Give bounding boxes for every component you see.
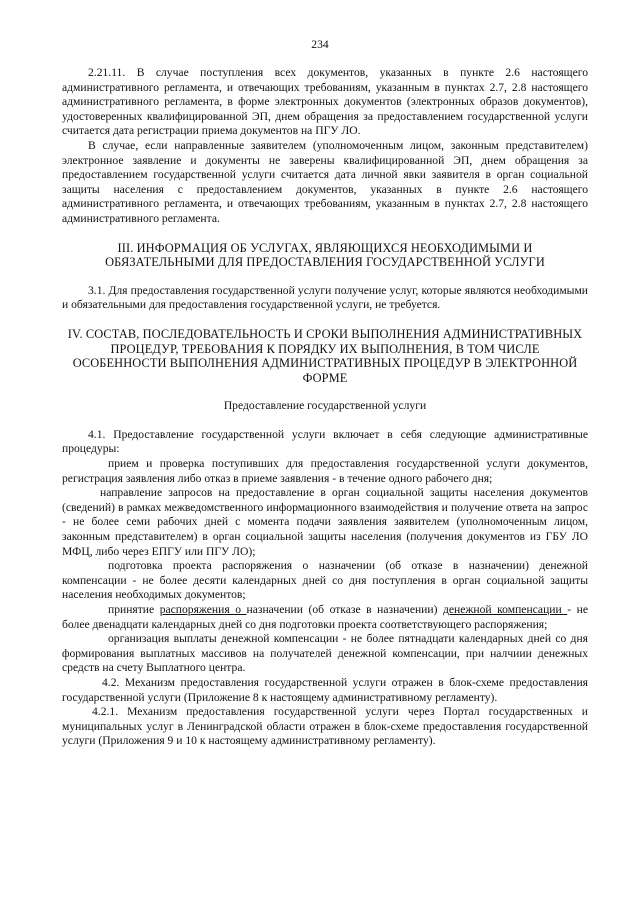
paragraph-4-2-1: 4.2.1. Механизм предоставления государственной услуги через Портал государственных и муниципальных услуг в Ленинградской области отражен в блок-схеме предоставления государственной услуги (Приложения 9 и 10 к настоящему административному регламенту). (62, 705, 588, 748)
document-body (62, 66, 588, 749)
list-item-payment: организация выплаты денежной компенсации - не более пятнадцати календарных дней со дня формирования выплатных массивов на получателей денежной компенсации, при налчиии денежных средств на счету Выплатного центра. (62, 632, 588, 675)
list-item-reception: прием и проверка поступивших для предоставления государственной услуги документов, регистрация заявления либо отказ в приеме заявления - в течение одного рабочего дня; (62, 457, 588, 485)
paragraph-2-21-11-cont: В случае, если направленные заявителем (уполномоченным лицом, законным представителем) электронное заявление и документы не заверены квалифицированной ЭП, днем обращения за предоставлением государственной услуги считается дата личной явки заявителя в орган социальной защиты населения с предоставлением документов, указанных в пункте 2.6 настоящего административного регламента, и отвечающих требованиям, указанным в пунктах 2.7, 2.8 настоящего административного регламента. (62, 138, 588, 225)
paragraph-4-1: 4.1. Предоставление государственной услуги включает в себя следующие административные процедуры: (62, 427, 588, 456)
subsection-title: Предоставление государственной услуги (223, 399, 427, 413)
paragraph-4-2: 4.2. Механизм предоставления государственной услуги отражен в блок-схеме предоставления государственной услуги (Приложение 8 к настоящему административному регламенту). (62, 675, 588, 704)
list-item-adopt-order: принятие распоряжения о назначении (об отказе в назначении) денежной компенсации - не более двенадцати календарных дней со дня подготовки проекта соответствующего распоряжения; (62, 603, 588, 631)
page-number: 234 (311, 38, 329, 51)
paragraph-3-1: 3.1. Для предоставления государственной услуги получение услуг, которые являются необходимыми и обязательными для предоставления государственной услуги, не требуется. (62, 283, 588, 312)
section-4-heading: IV. СОСТАВ, ПОСЛЕДОВАТЕЛЬНОСТЬ И СРОКИ ВЫПОЛНЕНИЯ АДМИНИСТРАТИВНЫХ ПРОЦЕДУР, ТРЕБОВАНИЯ К ПОРЯДКУ ИХ ВЫПОЛНЕНИЯ, В ТОМ ЧИСЛЕ ОСОБЕННОСТИ ВЫПОЛНЕНИЯ АДМИНИСТРАТИВНЫХ ПРОЦЕДУР В ЭЛЕКТРОННОЙ ФОРМЕ (67, 326, 583, 385)
section-3-heading: III. ИНФОРМАЦИЯ ОБ УСЛУГАХ, ЯВЛЯЮЩИХСЯ НЕОБХОДИМЫМИ И ОБЯЗАТЕЛЬНЫМИ ДЛЯ ПРЕДОСТАВЛЕНИЯ ГОСУДАРСТВЕННОЙ УСЛУГИ (105, 240, 545, 270)
paragraph-2-21-11: 2.21.11. В случае поступления всех документов, указанных в пункте 2.6 настоящего административного регламента, и отвечающих требованиям, указанным в пунктах 2.7, 2.8 настоящего административного регламента, в форме электронных документов (электронных образов документов), удостоверенных квалифицированной ЭП, днем обращения за предоставлением государственной услуги считается дата регистрации приема документов на ПГУ ЛО. (62, 66, 588, 138)
list-item-draft-order: подготовка проекта распоряжения о назначении (об отказе в назначении) денежной компенсации - не более десяти календарных дней со дня поступления в орган социальной защиты населения необходимых документов; (62, 559, 588, 602)
list-item-requests: направление запросов на предоставление в орган социальной защиты населения документов (сведений) в рамках межведомственного информационного взаимодействия и получение ответа на запрос - не более семи рабочих дней с момента подачи заявления заявителем (уполномоченным лицом, законным представителем) в орган социальной защиты населения (получения документов из ГБУ ЛО МФЦ, либо через ЕПГУ или ПГУ ЛО); (62, 486, 588, 558)
